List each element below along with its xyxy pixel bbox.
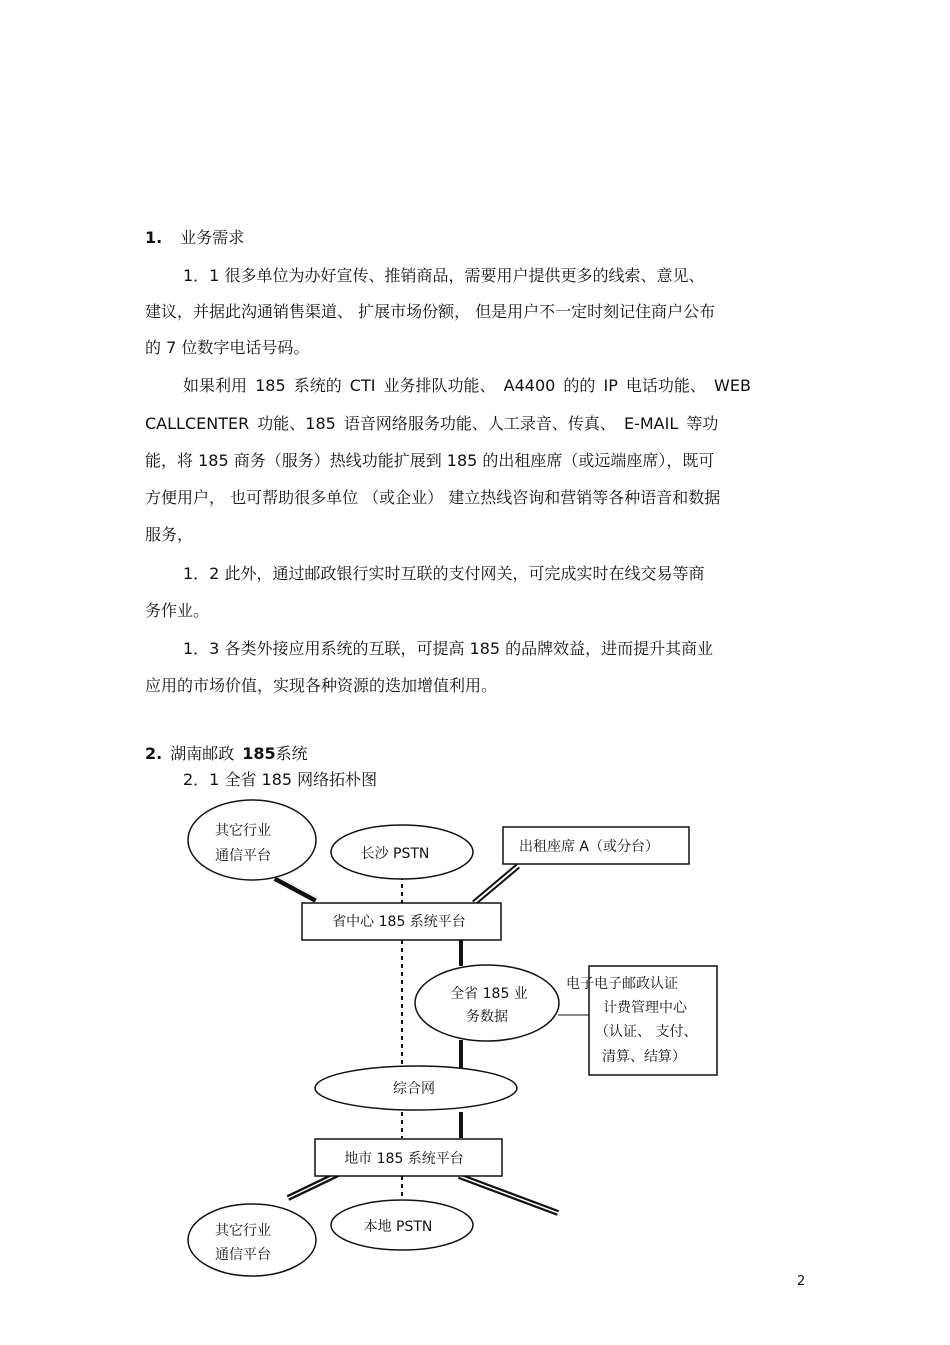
node-billing-line2: 计费管理中心 — [603, 1000, 687, 1016]
paragraph-1-line-1: 1．1 很多单位为办好宣传、推销商品，需要用户提供更多的线索、意见、 — [183, 266, 705, 285]
paragraph-2-line-4: 方便用户， 也可帮助很多单位 （或企业） 建立热线咨询和营销等各种语音和数据 — [145, 488, 721, 507]
section2-subheading: 2．1 全省 185 网络拓朴图 — [183, 770, 378, 789]
node-other-platform-bottom — [188, 1204, 316, 1276]
paragraph-2-line-3: 能，将 185 商务（服务）热线功能扩展到 185 的出租座席（或远端座席），既可 — [145, 451, 715, 470]
node-province-data-line1: 全省 185 业 — [450, 986, 528, 1002]
section2-heading: 2. 湖南邮政 185系统 — [145, 744, 308, 763]
paragraph-2-line-2: CALLCENTER 功能、185 语音网络服务功能、人工录音、传真、 E-MAIL 等功 — [145, 414, 719, 433]
node-local-pstn — [331, 1200, 473, 1250]
node-integrated-net-label: 综合网 — [393, 1081, 435, 1097]
node-integrated-net — [315, 1066, 517, 1110]
node-local-pstn-label: 本地 PSTN — [363, 1219, 433, 1235]
paragraph-3-line-1: 1．2 此外，通过邮政银行实时互联的支付网关，可完成实时在线交易等商 — [183, 564, 705, 583]
node-city-platform — [315, 1139, 502, 1176]
node-province-data-line2: 务数据 — [466, 1009, 508, 1025]
paragraph-3-line-2: 务作业。 — [145, 601, 210, 620]
node-billing-center — [566, 966, 717, 1075]
node-province-data — [415, 965, 559, 1041]
node-changsha-pstn-label: 长沙 PSTN — [360, 846, 430, 862]
node-other-platform-bottom-line2: 通信平台 — [215, 1247, 271, 1263]
paragraph-1-line-3: 的 7 位数字电话号码。 — [145, 338, 310, 357]
section1-heading: 1. 业务需求 — [145, 228, 245, 247]
paragraph-2-line-5: 服务， — [145, 525, 194, 544]
node-billing-line1: 电子电子邮政认证 — [566, 976, 678, 992]
node-other-platform-top-line1: 其它行业 — [215, 823, 271, 839]
node-billing-line3: （认证、 支付、 — [595, 1024, 698, 1040]
paragraph-4-line-1: 1．3 各类外接应用系统的互联，可提高 185 的品牌效益，进而提升其商业 — [183, 639, 714, 658]
node-rental-seat — [503, 827, 689, 864]
paragraph-2-line-1: 如果利用 185 系统的 CTI 业务排队功能、 A4400 的的 IP 电话功能、 WEB — [183, 376, 751, 395]
node-other-platform-top — [188, 800, 316, 880]
node-other-platform-bottom-line1: 其它行业 — [215, 1223, 271, 1239]
node-province-center-label: 省中心 185 系统平台 — [332, 914, 466, 930]
paragraph-1-line-2: 建议，并据此沟通销售渠道、 扩展市场份额， 但是用户不一定时刻记住商户公布 — [145, 302, 716, 321]
node-changsha-pstn — [331, 825, 473, 879]
paragraph-4-line-2: 应用的市场价值，实现各种资源的迭加增值利用。 — [145, 676, 498, 695]
node-other-platform-top-line2: 通信平台 — [215, 848, 271, 864]
node-province-center — [302, 903, 501, 940]
connector-top-left — [275, 878, 316, 900]
node-rental-seat-label: 出租座席 A（或分台） — [518, 839, 660, 855]
page-number: 2 — [797, 1274, 806, 1289]
node-billing-line4: 清算、结算） — [602, 1049, 686, 1065]
node-city-platform-label: 地市 185 系统平台 — [344, 1151, 464, 1167]
